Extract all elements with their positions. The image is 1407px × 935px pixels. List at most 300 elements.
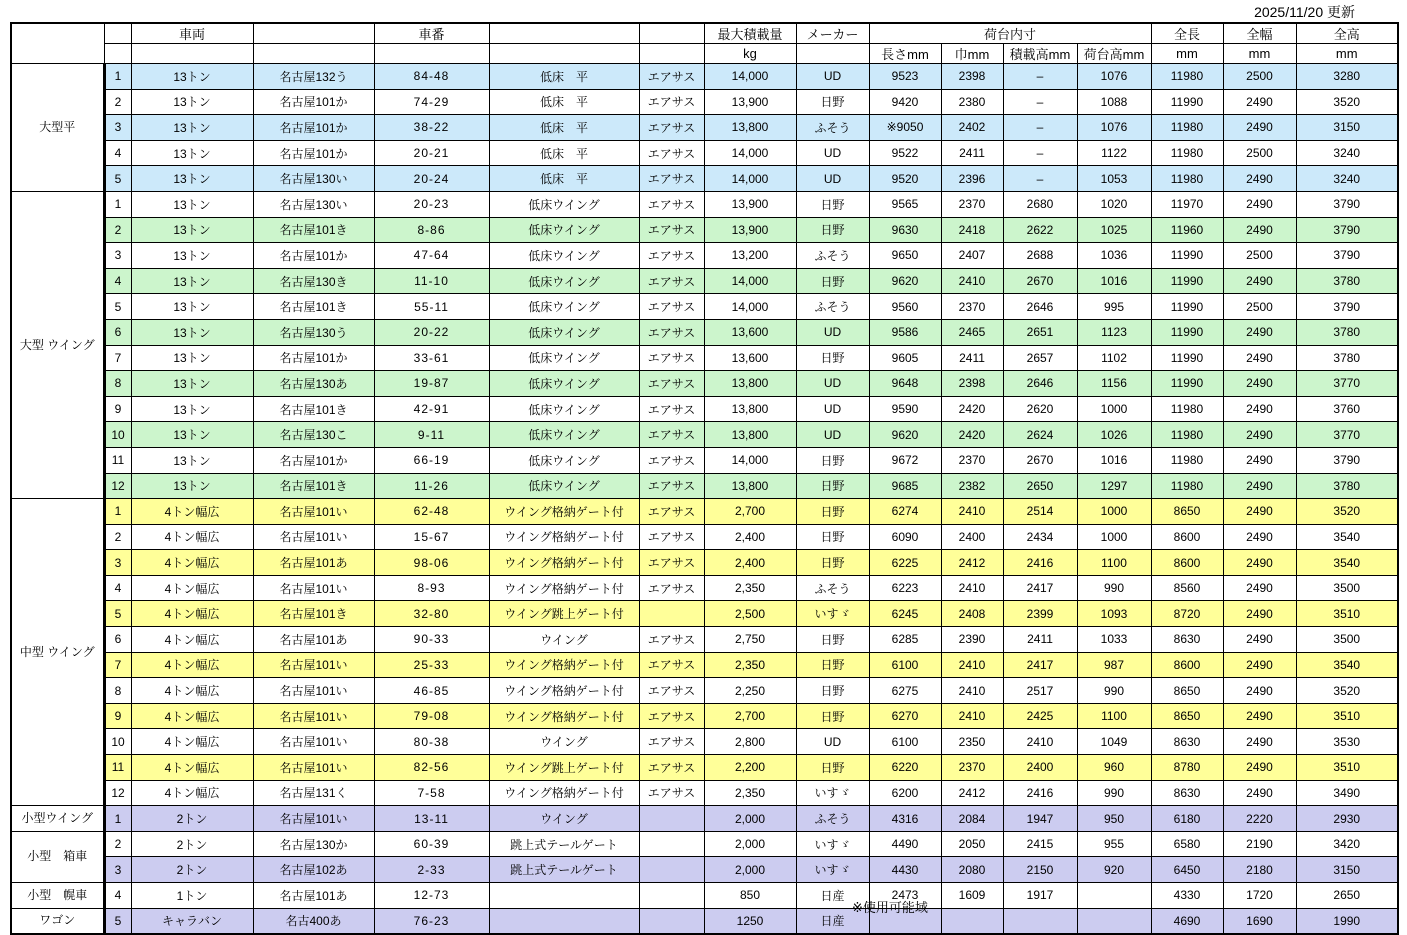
row-no: 3 bbox=[104, 857, 131, 883]
overall-height: 2650 bbox=[1296, 883, 1398, 909]
bed-width: 2400 bbox=[941, 524, 1003, 550]
bed-length: 9605 bbox=[869, 345, 941, 371]
load-height: 2620 bbox=[1003, 396, 1077, 422]
body-type: 低床ウイング bbox=[489, 319, 639, 345]
vehicle-type: 4トン幅広 bbox=[131, 627, 253, 653]
table-row bbox=[11, 345, 1398, 371]
maker: ふそう bbox=[796, 806, 869, 832]
header-suspension bbox=[639, 23, 704, 44]
overall-height: 3780 bbox=[1296, 473, 1398, 499]
maker: 日野 bbox=[796, 89, 869, 115]
table-row bbox=[11, 550, 1398, 576]
vehicle-type: 13トン bbox=[131, 217, 253, 243]
body-type: 低床 平 bbox=[489, 89, 639, 115]
vehicle-type: 13トン bbox=[131, 396, 253, 422]
header-row-1 bbox=[11, 23, 1398, 44]
body-type bbox=[489, 908, 639, 934]
row-no: 4 bbox=[104, 883, 131, 909]
max-payload: 13,900 bbox=[704, 191, 796, 217]
table-row bbox=[11, 857, 1398, 883]
header-group-cell bbox=[11, 23, 104, 64]
overall-length: 8650 bbox=[1151, 499, 1223, 525]
body-type: 低床ウイング bbox=[489, 345, 639, 371]
row-no: 4 bbox=[104, 140, 131, 166]
vehicle-type: 13トン bbox=[131, 243, 253, 269]
vehicle-type: 4トン幅広 bbox=[131, 703, 253, 729]
plate: 名古屋101あ bbox=[253, 883, 374, 909]
body-type: 低床ウイング bbox=[489, 217, 639, 243]
bed-height: 990 bbox=[1077, 780, 1151, 806]
max-payload: 2,700 bbox=[704, 499, 796, 525]
overall-height: 3770 bbox=[1296, 371, 1398, 397]
body-type: 低床ウイング bbox=[489, 294, 639, 320]
plate: 名古屋101あ bbox=[253, 550, 374, 576]
load-height: – bbox=[1003, 115, 1077, 141]
maker: 日野 bbox=[796, 191, 869, 217]
row-no: 6 bbox=[104, 319, 131, 345]
bed-width: 2050 bbox=[941, 831, 1003, 857]
bed-height: 990 bbox=[1077, 678, 1151, 704]
load-height: 2400 bbox=[1003, 755, 1077, 781]
plate: 名古屋130あ bbox=[253, 371, 374, 397]
overall-length: 11990 bbox=[1151, 268, 1223, 294]
overall-width: 2490 bbox=[1223, 755, 1296, 781]
body-type: 跳上式テールゲート bbox=[489, 831, 639, 857]
max-payload: 14,000 bbox=[704, 294, 796, 320]
bed-width: 2411 bbox=[941, 140, 1003, 166]
plate: 名古屋130か bbox=[253, 831, 374, 857]
row-no: 2 bbox=[104, 831, 131, 857]
table-row bbox=[11, 499, 1398, 525]
plate: 名古屋101か bbox=[253, 243, 374, 269]
row-no: 1 bbox=[104, 191, 131, 217]
bed-height: 1049 bbox=[1077, 729, 1151, 755]
bed-length: ※9050 bbox=[869, 115, 941, 141]
header-body bbox=[489, 23, 639, 44]
group-label: ワゴン bbox=[11, 908, 104, 934]
maker: 日野 bbox=[796, 703, 869, 729]
load-height: 1917 bbox=[1003, 883, 1077, 909]
vehicle-type: 4トン幅広 bbox=[131, 499, 253, 525]
vehicle-type: 13トン bbox=[131, 191, 253, 217]
overall-height: 3520 bbox=[1296, 678, 1398, 704]
suspension: エアサス bbox=[639, 447, 704, 473]
row-no: 2 bbox=[104, 524, 131, 550]
load-height: 2417 bbox=[1003, 575, 1077, 601]
table-row bbox=[11, 729, 1398, 755]
table-row bbox=[11, 703, 1398, 729]
table-row bbox=[11, 780, 1398, 806]
bed-width bbox=[941, 908, 1003, 934]
plate: 名古屋130い bbox=[253, 166, 374, 192]
overall-height: 3780 bbox=[1296, 268, 1398, 294]
overall-height: 3770 bbox=[1296, 422, 1398, 448]
plate: 名古屋130き bbox=[253, 268, 374, 294]
plate: 名古400あ bbox=[253, 908, 374, 934]
bed-length: 6200 bbox=[869, 780, 941, 806]
group-label: 小型 箱車 bbox=[11, 831, 104, 882]
plate: 名古屋101き bbox=[253, 217, 374, 243]
table-row bbox=[11, 319, 1398, 345]
table-row bbox=[11, 627, 1398, 653]
body-type: ウイング跳上ゲート付 bbox=[489, 601, 639, 627]
row-no: 5 bbox=[104, 166, 131, 192]
bed-width: 1609 bbox=[941, 883, 1003, 909]
max-payload: 13,900 bbox=[704, 89, 796, 115]
overall-length: 11990 bbox=[1151, 319, 1223, 345]
bed-height: 1100 bbox=[1077, 550, 1151, 576]
bed-height: 955 bbox=[1077, 831, 1151, 857]
bed-length: 9565 bbox=[869, 191, 941, 217]
overall-width: 2490 bbox=[1223, 499, 1296, 525]
plate: 名古屋101い bbox=[253, 729, 374, 755]
vehicle-type: キャラバン bbox=[131, 908, 253, 934]
plate: 名古屋101か bbox=[253, 89, 374, 115]
body-type: 低床 平 bbox=[489, 166, 639, 192]
vehicle-type: 4トン幅広 bbox=[131, 524, 253, 550]
row-no: 9 bbox=[104, 396, 131, 422]
overall-length: 8780 bbox=[1151, 755, 1223, 781]
header-bed-length: 長さmm bbox=[869, 44, 941, 64]
maker: いすゞ bbox=[796, 831, 869, 857]
overall-width: 2490 bbox=[1223, 575, 1296, 601]
vehicle-number: 90-33 bbox=[374, 627, 489, 653]
overall-width: 2490 bbox=[1223, 89, 1296, 115]
body-type: ウイング格納ゲート付 bbox=[489, 575, 639, 601]
row-no: 4 bbox=[104, 575, 131, 601]
plate: 名古屋101い bbox=[253, 524, 374, 550]
bed-width: 2407 bbox=[941, 243, 1003, 269]
overall-width: 2490 bbox=[1223, 524, 1296, 550]
row-no: 5 bbox=[104, 908, 131, 934]
bed-height: 950 bbox=[1077, 806, 1151, 832]
bed-height: 1076 bbox=[1077, 115, 1151, 141]
bed-width: 2420 bbox=[941, 422, 1003, 448]
overall-length: 8600 bbox=[1151, 652, 1223, 678]
plate: 名古屋102あ bbox=[253, 857, 374, 883]
overall-width: 2490 bbox=[1223, 601, 1296, 627]
body-type: ウイング bbox=[489, 729, 639, 755]
overall-height: 3790 bbox=[1296, 294, 1398, 320]
bed-height: 995 bbox=[1077, 294, 1151, 320]
body-type: 低床 平 bbox=[489, 64, 639, 90]
bed-width: 2418 bbox=[941, 217, 1003, 243]
table-row bbox=[11, 908, 1398, 934]
vehicle-type: 2トン bbox=[131, 831, 253, 857]
bed-length: 6245 bbox=[869, 601, 941, 627]
vehicle-number: 7-58 bbox=[374, 780, 489, 806]
vehicle-type: 4トン幅広 bbox=[131, 755, 253, 781]
bed-width: 2370 bbox=[941, 755, 1003, 781]
maker: 日野 bbox=[796, 499, 869, 525]
table-row bbox=[11, 243, 1398, 269]
row-no: 5 bbox=[104, 601, 131, 627]
body-type: 低床ウイング bbox=[489, 473, 639, 499]
load-height: 2416 bbox=[1003, 780, 1077, 806]
row-no: 3 bbox=[104, 115, 131, 141]
plate: 名古屋101い bbox=[253, 652, 374, 678]
max-payload: 13,800 bbox=[704, 422, 796, 448]
header-overall-width-unit: mm bbox=[1223, 44, 1296, 64]
vehicle-type: 13トン bbox=[131, 345, 253, 371]
overall-height: 3240 bbox=[1296, 140, 1398, 166]
overall-width: 2490 bbox=[1223, 422, 1296, 448]
load-height: 2646 bbox=[1003, 371, 1077, 397]
vehicle-number: 15-67 bbox=[374, 524, 489, 550]
table-row bbox=[11, 806, 1398, 832]
overall-height: 3790 bbox=[1296, 243, 1398, 269]
header-maker-2 bbox=[796, 44, 869, 64]
overall-height: 1990 bbox=[1296, 908, 1398, 934]
plate: 名古屋101か bbox=[253, 115, 374, 141]
load-height: 2399 bbox=[1003, 601, 1077, 627]
header-rownum-cell bbox=[104, 23, 131, 44]
bed-height: 1000 bbox=[1077, 499, 1151, 525]
table-row bbox=[11, 524, 1398, 550]
max-payload: 2,000 bbox=[704, 806, 796, 832]
max-payload: 14,000 bbox=[704, 447, 796, 473]
max-payload: 14,000 bbox=[704, 268, 796, 294]
overall-length: 8630 bbox=[1151, 780, 1223, 806]
vehicle-number: 74-29 bbox=[374, 89, 489, 115]
row-no: 4 bbox=[104, 268, 131, 294]
overall-width: 1720 bbox=[1223, 883, 1296, 909]
overall-length: 11980 bbox=[1151, 447, 1223, 473]
header-number: 車番 bbox=[374, 23, 489, 44]
overall-width: 2500 bbox=[1223, 243, 1296, 269]
header-rownum-cell-2 bbox=[104, 44, 131, 64]
overall-length: 11980 bbox=[1151, 473, 1223, 499]
overall-width: 2490 bbox=[1223, 371, 1296, 397]
vehicle-type: 13トン bbox=[131, 371, 253, 397]
vehicle-type: 4トン幅広 bbox=[131, 652, 253, 678]
overall-height: 2930 bbox=[1296, 806, 1398, 832]
overall-length: 11990 bbox=[1151, 243, 1223, 269]
row-no: 2 bbox=[104, 89, 131, 115]
table-row bbox=[11, 601, 1398, 627]
bed-height: 1076 bbox=[1077, 64, 1151, 90]
body-type: ウイング跳上ゲート付 bbox=[489, 755, 639, 781]
overall-height: 3240 bbox=[1296, 166, 1398, 192]
vehicle-number: 38-22 bbox=[374, 115, 489, 141]
load-height: 2514 bbox=[1003, 499, 1077, 525]
vehicle-number: 76-23 bbox=[374, 908, 489, 934]
bed-length: 9590 bbox=[869, 396, 941, 422]
row-no: 6 bbox=[104, 627, 131, 653]
header-bed-height: 荷台高mm bbox=[1077, 44, 1151, 64]
load-height: 2411 bbox=[1003, 627, 1077, 653]
plate: 名古屋101い bbox=[253, 499, 374, 525]
maker: 日野 bbox=[796, 524, 869, 550]
overall-width: 2490 bbox=[1223, 780, 1296, 806]
vehicle-number: 8-86 bbox=[374, 217, 489, 243]
maker: 日野 bbox=[796, 447, 869, 473]
bed-width: 2465 bbox=[941, 319, 1003, 345]
load-height: 2416 bbox=[1003, 550, 1077, 576]
overall-length: 11980 bbox=[1151, 115, 1223, 141]
body-type: 低床ウイング bbox=[489, 371, 639, 397]
row-no: 5 bbox=[104, 294, 131, 320]
suspension: エアサス bbox=[639, 396, 704, 422]
header-plate-2 bbox=[253, 44, 374, 64]
maker: UD bbox=[796, 729, 869, 755]
row-no: 7 bbox=[104, 652, 131, 678]
overall-height: 3510 bbox=[1296, 601, 1398, 627]
bed-height: 1000 bbox=[1077, 524, 1151, 550]
overall-length: 11990 bbox=[1151, 294, 1223, 320]
body-type: 低床 平 bbox=[489, 115, 639, 141]
suspension bbox=[639, 601, 704, 627]
bed-width: 2420 bbox=[941, 396, 1003, 422]
max-payload: 13,900 bbox=[704, 217, 796, 243]
bed-width: 2084 bbox=[941, 806, 1003, 832]
suspension bbox=[639, 806, 704, 832]
bed-length: 6100 bbox=[869, 729, 941, 755]
suspension: エアサス bbox=[639, 294, 704, 320]
overall-height: 3150 bbox=[1296, 115, 1398, 141]
bed-width: 2402 bbox=[941, 115, 1003, 141]
suspension: エアサス bbox=[639, 703, 704, 729]
vehicle-table bbox=[10, 22, 1399, 935]
body-type: 低床ウイング bbox=[489, 243, 639, 269]
max-payload: 13,600 bbox=[704, 319, 796, 345]
header-vehicle: 車両 bbox=[131, 23, 253, 44]
bed-length: 6220 bbox=[869, 755, 941, 781]
table-row bbox=[11, 115, 1398, 141]
max-payload: 14,000 bbox=[704, 64, 796, 90]
plate: 名古屋101い bbox=[253, 678, 374, 704]
table-body bbox=[11, 64, 1398, 935]
bed-height: 1016 bbox=[1077, 447, 1151, 473]
header-bed-width: 巾mm bbox=[941, 44, 1003, 64]
max-payload: 2,000 bbox=[704, 831, 796, 857]
vehicle-number: 20-21 bbox=[374, 140, 489, 166]
table-row bbox=[11, 166, 1398, 192]
overall-width: 2490 bbox=[1223, 447, 1296, 473]
overall-length: 6450 bbox=[1151, 857, 1223, 883]
table-row bbox=[11, 217, 1398, 243]
overall-length: 11960 bbox=[1151, 217, 1223, 243]
table-header bbox=[11, 23, 1398, 64]
header-payload: 最大積載量 bbox=[704, 23, 796, 44]
maker: ふそう bbox=[796, 294, 869, 320]
maker: ふそう bbox=[796, 575, 869, 601]
row-no: 10 bbox=[104, 422, 131, 448]
vehicle-number: 19-87 bbox=[374, 371, 489, 397]
table-row bbox=[11, 831, 1398, 857]
suspension bbox=[639, 857, 704, 883]
body-type: 低床 平 bbox=[489, 140, 639, 166]
vehicle-number: 42-91 bbox=[374, 396, 489, 422]
body-type bbox=[489, 883, 639, 909]
header-plate bbox=[253, 23, 374, 44]
max-payload: 2,400 bbox=[704, 524, 796, 550]
max-payload: 2,800 bbox=[704, 729, 796, 755]
table-row bbox=[11, 678, 1398, 704]
maker: 日産 bbox=[796, 883, 869, 909]
bed-height: 1036 bbox=[1077, 243, 1151, 269]
bed-length: 6225 bbox=[869, 550, 941, 576]
overall-width: 2490 bbox=[1223, 550, 1296, 576]
bed-width: 2370 bbox=[941, 447, 1003, 473]
row-no: 12 bbox=[104, 780, 131, 806]
overall-length: 4330 bbox=[1151, 883, 1223, 909]
overall-width: 2490 bbox=[1223, 217, 1296, 243]
plate: 名古屋101い bbox=[253, 806, 374, 832]
suspension: エアサス bbox=[639, 166, 704, 192]
header-overall-length-unit: mm bbox=[1151, 44, 1223, 64]
overall-height: 3540 bbox=[1296, 524, 1398, 550]
max-payload: 13,800 bbox=[704, 371, 796, 397]
bed-length: 9560 bbox=[869, 294, 941, 320]
overall-height: 3760 bbox=[1296, 396, 1398, 422]
vehicle-type: 13トン bbox=[131, 473, 253, 499]
load-height: – bbox=[1003, 64, 1077, 90]
bed-length: 4316 bbox=[869, 806, 941, 832]
max-payload: 2,700 bbox=[704, 703, 796, 729]
load-height: – bbox=[1003, 166, 1077, 192]
vehicle-type: 4トン幅広 bbox=[131, 678, 253, 704]
overall-height: 3790 bbox=[1296, 191, 1398, 217]
header-overall-height-unit: mm bbox=[1296, 44, 1398, 64]
body-type: 跳上式テールゲート bbox=[489, 857, 639, 883]
bed-height: 990 bbox=[1077, 575, 1151, 601]
overall-height: 3790 bbox=[1296, 447, 1398, 473]
overall-width: 2220 bbox=[1223, 806, 1296, 832]
bed-length: 9685 bbox=[869, 473, 941, 499]
bed-height: 1156 bbox=[1077, 371, 1151, 397]
load-height: 2622 bbox=[1003, 217, 1077, 243]
overall-height: 3500 bbox=[1296, 575, 1398, 601]
suspension: エアサス bbox=[639, 217, 704, 243]
load-height: 2670 bbox=[1003, 447, 1077, 473]
table-row bbox=[11, 89, 1398, 115]
bed-length: 9650 bbox=[869, 243, 941, 269]
overall-height: 3280 bbox=[1296, 64, 1398, 90]
overall-width: 2490 bbox=[1223, 191, 1296, 217]
overall-width: 1690 bbox=[1223, 908, 1296, 934]
bed-length: 9520 bbox=[869, 166, 941, 192]
plate: 名古屋130う bbox=[253, 319, 374, 345]
load-height: 2646 bbox=[1003, 294, 1077, 320]
bed-height: 1088 bbox=[1077, 89, 1151, 115]
vehicle-number: 33-61 bbox=[374, 345, 489, 371]
maker: いすゞ bbox=[796, 857, 869, 883]
vehicle-type: 4トン幅広 bbox=[131, 729, 253, 755]
table-row bbox=[11, 652, 1398, 678]
header-overall-width: 全幅 bbox=[1223, 23, 1296, 44]
suspension: エアサス bbox=[639, 319, 704, 345]
overall-length: 11980 bbox=[1151, 166, 1223, 192]
suspension: エアサス bbox=[639, 371, 704, 397]
suspension: エアサス bbox=[639, 499, 704, 525]
body-type: ウイング bbox=[489, 627, 639, 653]
overall-width: 2490 bbox=[1223, 678, 1296, 704]
vehicle-number: 8-93 bbox=[374, 575, 489, 601]
vehicle-number: 66-19 bbox=[374, 447, 489, 473]
vehicle-type: 13トン bbox=[131, 115, 253, 141]
maker: 日野 bbox=[796, 268, 869, 294]
plate: 名古屋101い bbox=[253, 755, 374, 781]
vehicle-number: 32-80 bbox=[374, 601, 489, 627]
bed-width: 2410 bbox=[941, 703, 1003, 729]
bed-length: 6275 bbox=[869, 678, 941, 704]
row-no: 3 bbox=[104, 550, 131, 576]
maker: 日野 bbox=[796, 550, 869, 576]
bed-height: 1026 bbox=[1077, 422, 1151, 448]
bed-length: 9522 bbox=[869, 140, 941, 166]
overall-length: 11970 bbox=[1151, 191, 1223, 217]
